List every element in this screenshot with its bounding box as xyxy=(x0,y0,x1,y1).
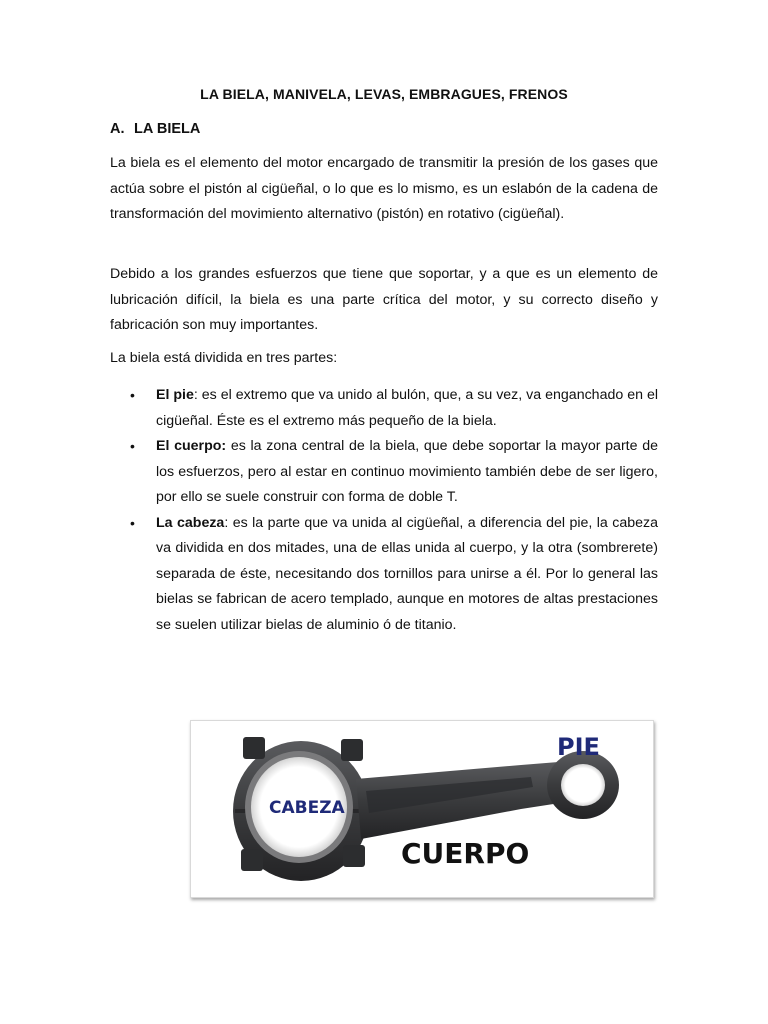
bullet-dot: • xyxy=(130,387,135,403)
paragraph-intro: La biela es el elemento del motor encargado de transmitir la presión de los gases que actúa sobre el pistón al cigüeñal, o lo que es lo mismo, es un eslabón de la cadena de transformación del movimiento alternativo (pistón) en rotativo (cigüeñal). xyxy=(110,155,658,222)
section-heading-text: LA BIELA xyxy=(134,121,201,137)
list-item-cabeza xyxy=(110,511,658,639)
list-term: El cuerpo: xyxy=(156,438,227,454)
list-item-pie xyxy=(110,383,658,434)
bullet-dot: • xyxy=(130,514,135,531)
section-heading xyxy=(110,121,200,137)
bullet-dot: • xyxy=(130,438,135,454)
list-term: El pie xyxy=(156,387,194,403)
connecting-rod-illustration xyxy=(191,721,653,897)
section-letter: A. xyxy=(110,121,125,137)
label-cabeza: CABEZA xyxy=(269,798,345,818)
list-text: : es la parte que va unida al cigüeñal, a diferencia del pie, la cabeza va dividida en dos mitades, una de ellas unida al cuerpo, y la otra (sombrerete) separada de éste, necesitando dos tornillos para unirse a él. Por lo general las bielas se fabrican de acero templado, aunque en motores de altas prestaciones se suelen utilizar bielas de aluminio ó de titanio. xyxy=(156,514,658,633)
paragraph-stress: Debido a los grandes esfuerzos que tiene que soportar, y a que es un elemento de lubricación difícil, la biela es una parte crítica del motor, y su correcto diseño y fabricación son muy importantes. xyxy=(110,266,658,333)
parts-list xyxy=(110,383,658,638)
paragraph-parts-intro: La biela está dividida en tres partes: xyxy=(110,350,338,366)
label-cuerpo: CUERPO xyxy=(401,837,530,870)
rod-small-end xyxy=(547,751,619,819)
list-text: es la zona central de la biela, que debe soportar la mayor parte de los esfuerzos, pero al estar en continuo movimiento también debe de ser ligero, por ello se suele construir con forma de doble T. xyxy=(156,438,658,505)
page-title: LA BIELA, MANIVELA, LEVAS, EMBRAGUES, FRENOS xyxy=(200,86,568,102)
list-text: : es el extremo que va unido al bulón, que, a su vez, va enganchado en el cigüeñal. Éste es el extremo más pequeño de la biela. xyxy=(156,387,658,429)
rod-body xyxy=(356,761,573,839)
connecting-rod-figure xyxy=(190,720,654,898)
list-item-cuerpo xyxy=(110,434,658,511)
list-term: La cabeza xyxy=(156,514,225,531)
label-pie: PIE xyxy=(557,733,600,761)
